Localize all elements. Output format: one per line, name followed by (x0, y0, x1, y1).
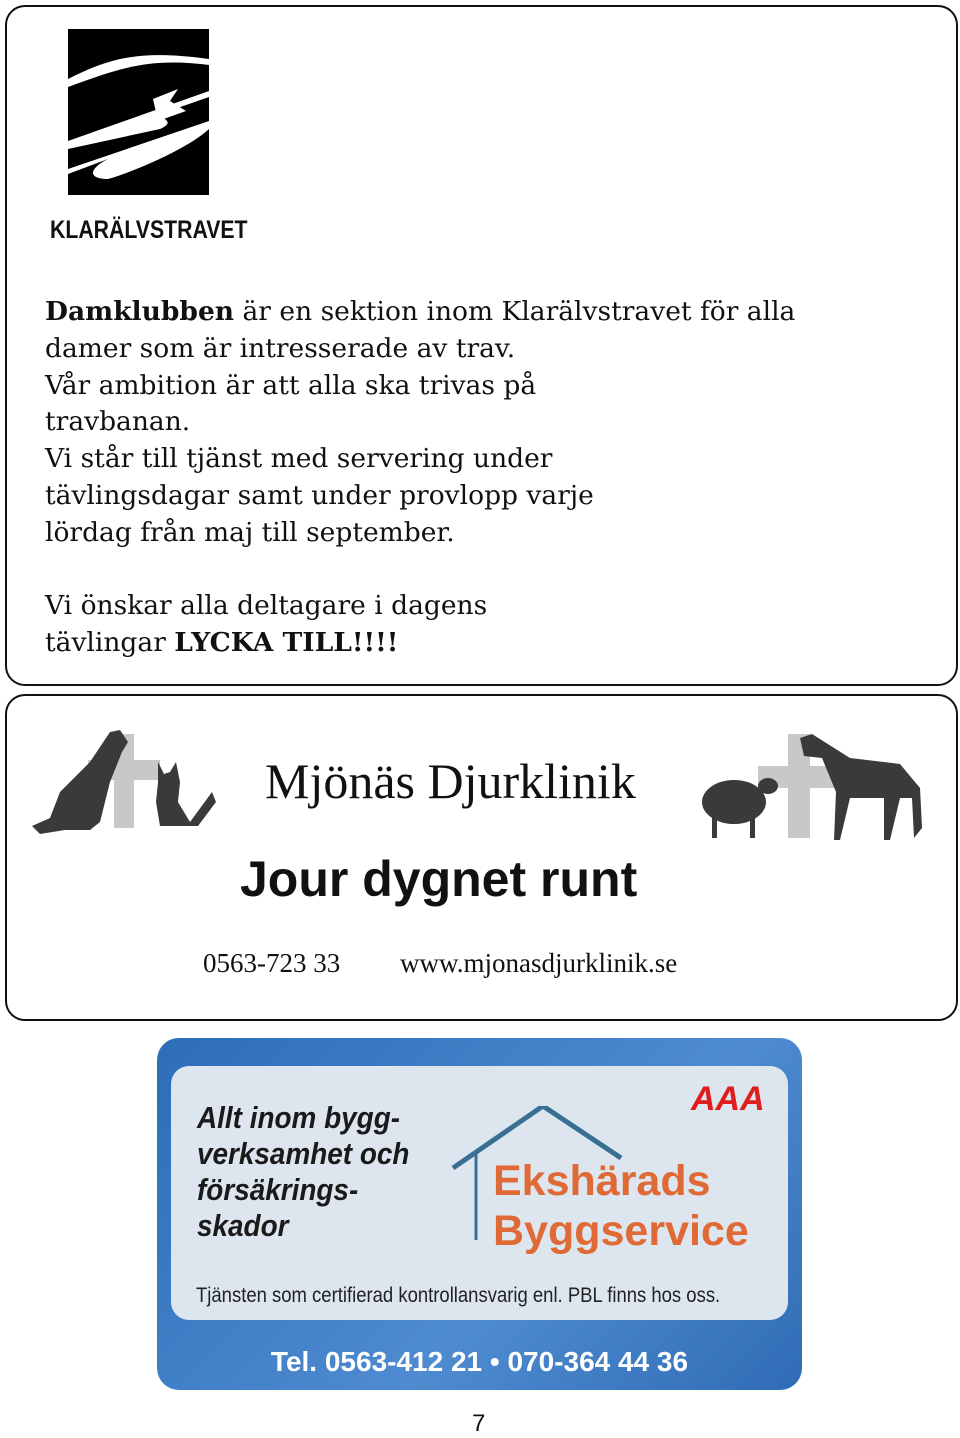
clinic-website[interactable]: www.mjonasdjurklinik.se (400, 948, 678, 978)
clinic-tagline: Jour dygnet runt (240, 851, 638, 907)
text-line: är en sektion inom Klarälvstravet för alla (234, 296, 796, 327)
brand-line: Ekshärads (493, 1157, 711, 1205)
lycka-till: LYCKA TILL!!!! (174, 627, 399, 659)
text-line: travbanan. (45, 406, 191, 438)
byggservice-ad (157, 1038, 802, 1390)
brand-line: Byggservice (493, 1207, 749, 1255)
aaa-badge: AAA (691, 1080, 765, 1118)
ad-tel: Tel. 0563-412 21 • 070-364 44 36 (270, 1346, 689, 1377)
text-line: Vi står till tjänst med servering under (45, 443, 553, 475)
ad-cert: Tjänsten som certifierad kontrollansvarig enl. PBL finns hos oss. (196, 1284, 721, 1307)
ad-slogan (197, 1100, 409, 1244)
text-line: tävlingsdagar samt under provlopp varje (45, 479, 594, 511)
text-line: lördag från maj till september. (45, 516, 455, 548)
klaralvstravet-logo (68, 29, 209, 195)
slogan-line: försäkrings- (197, 1172, 359, 1207)
clinic-phone: 0563-723 33 (203, 948, 341, 978)
text-line: damer som är intresserade av trav. (45, 332, 516, 364)
page-number: 7 (472, 1410, 486, 1437)
ad-brand (493, 1156, 749, 1256)
text-line: Vår ambition är att alla ska trivas på (45, 369, 537, 401)
sheep-horse-cross-icon (700, 728, 926, 844)
slogan-line: Allt inom bygg- (197, 1100, 401, 1135)
text-line: Vi önskar alla deltagare i dagens (45, 590, 488, 622)
slogan-line: verksamhet och (197, 1136, 410, 1171)
dog-cat-cross-icon (30, 722, 218, 842)
damklubben-bold: Damklubben (45, 296, 235, 327)
ad-panel (171, 1066, 788, 1320)
intro-text (45, 294, 925, 662)
slogan-line: skador (197, 1208, 289, 1243)
logo-text: KLARÄLVSTRAVET (50, 216, 248, 244)
clinic-name: Mjönäs Djurklinik (265, 753, 636, 809)
text-line: tävlingar (45, 627, 175, 659)
